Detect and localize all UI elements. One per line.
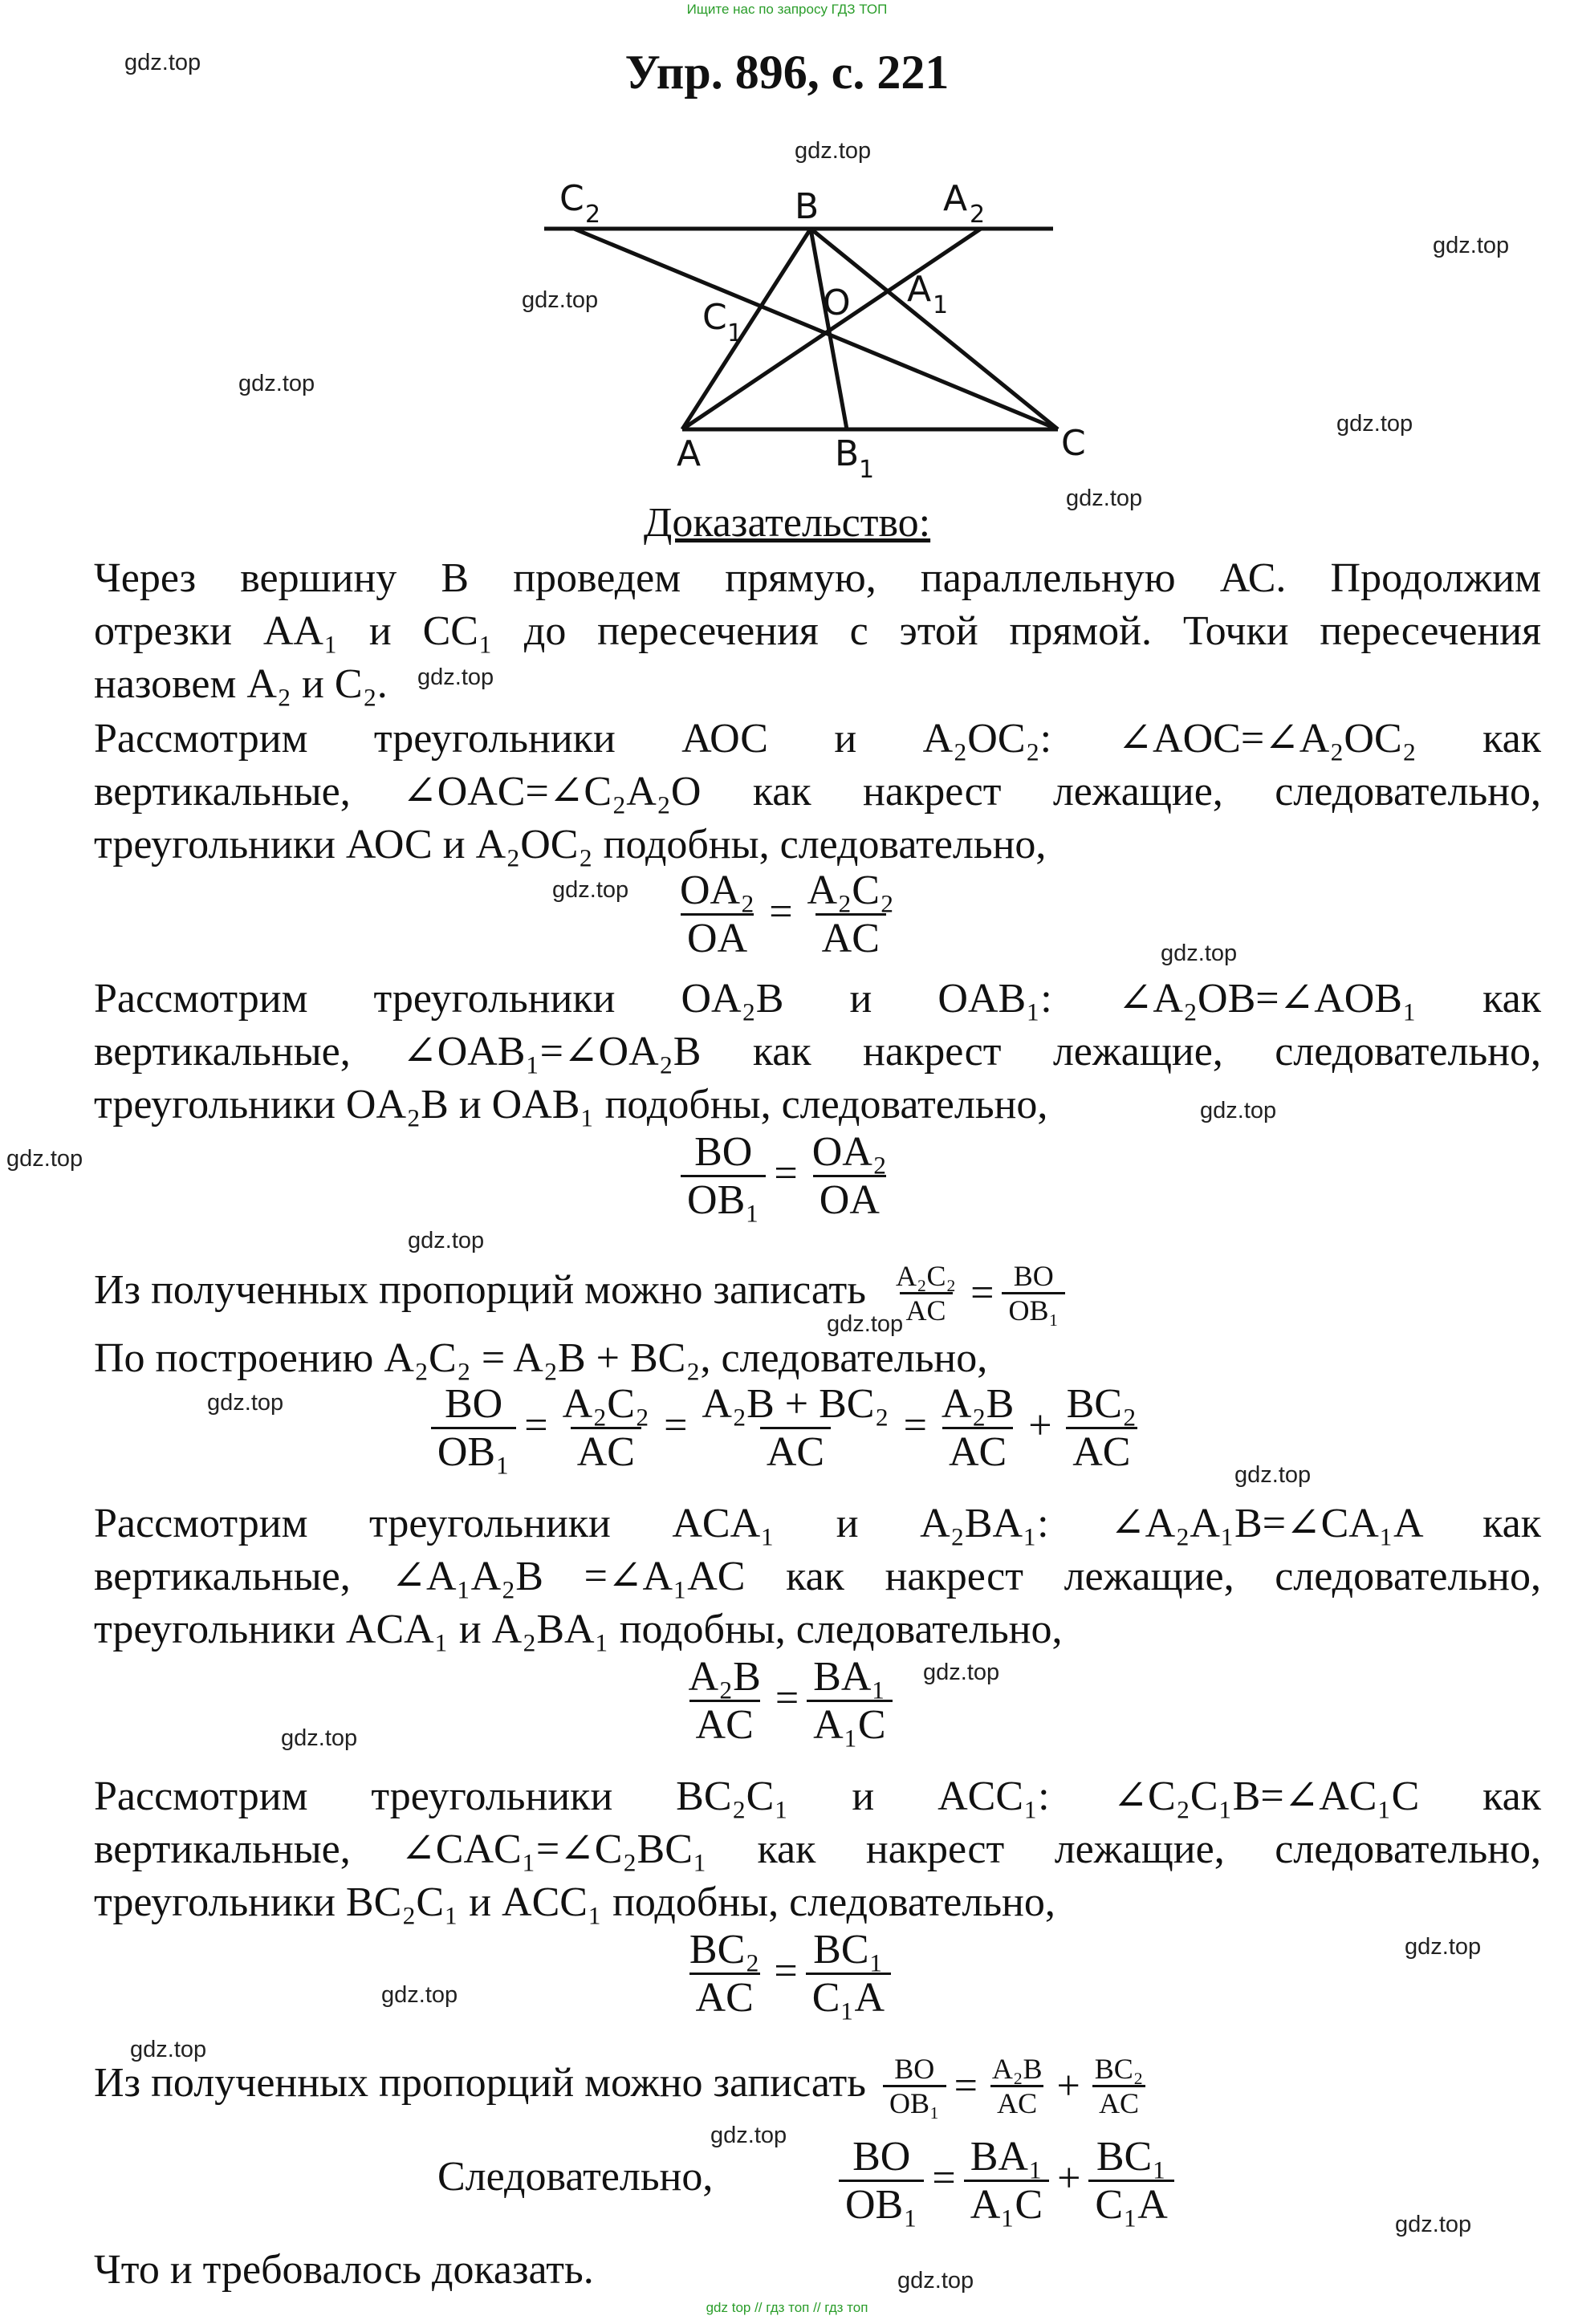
equation-8 [839, 2135, 1174, 2229]
text-line: По построению A₂C₂ = A₂B + BC₂, следовательно, [94, 1335, 988, 1381]
text-line: вертикальные, ∠OAC=∠C₂A₂O как накрест лежащие, следовательно, [94, 769, 1541, 815]
text-line [94, 2051, 1541, 2119]
watermark: gdz.top [408, 1228, 485, 1253]
denominator: AC [689, 1973, 760, 2021]
label-a2: A [943, 178, 968, 219]
denominator: AC [942, 1427, 1013, 1476]
denominator: OA [681, 913, 754, 962]
watermark: gdz.top [552, 877, 629, 903]
operator: = [903, 1402, 927, 1448]
operator: = [524, 1402, 548, 1448]
numerator: A₂B [941, 1381, 1015, 1427]
numerator: BO [1013, 1259, 1054, 1292]
denominator: C₁A [806, 1973, 891, 2021]
denominator: AC [1092, 2085, 1145, 2119]
label-c2: C [559, 178, 584, 219]
watermark: gdz.top [381, 1982, 458, 2008]
numerator: BC₂ [1094, 2052, 1144, 2085]
numerator: BO [694, 1129, 753, 1175]
operator: = [954, 2063, 978, 2110]
label-a1-sub: 1 [933, 291, 949, 319]
equation-1 [0, 868, 1574, 962]
text-line: треугольники BC₂C₁ и ACC₁ подобны, следовательно, [94, 1879, 1055, 1925]
denominator: AC [571, 1427, 641, 1476]
numerator: A₂B [688, 1654, 761, 1700]
label-b1-sub: 1 [859, 456, 875, 484]
watermark: gdz.top [795, 138, 872, 164]
operator: = [774, 1150, 798, 1197]
equation-2 [0, 1130, 1574, 1224]
top-note: Ищите нас по запросу ГДЗ ТОП [686, 2, 888, 17]
label-b1: B [835, 433, 860, 474]
text-line: вертикальные, ∠OAB₁=∠OA₂B как накрест лежащие, следовательно, [94, 1029, 1541, 1075]
denominator: OA [813, 1175, 886, 1224]
numerator: BA₁ [813, 1654, 886, 1700]
watermark: gdz.top [710, 2123, 787, 2148]
numerator: A₂C₂ [807, 867, 895, 913]
text-line: Рассмотрим треугольники АОС и A₂OC₂: ∠AOC=∠A₂OC₂ как [94, 716, 1541, 762]
denominator: OB₁ [839, 2180, 924, 2229]
denominator: C₁A [1088, 2180, 1173, 2229]
watermark: gdz.top [1433, 233, 1510, 258]
watermark: gdz.top [1200, 1098, 1277, 1123]
text-line: треугольники OA₂B и OAB₁ подобны, следовательно, [94, 1082, 1048, 1127]
denominator: AC [760, 1427, 831, 1476]
label-c1-sub: 1 [727, 319, 743, 347]
text-line: Рассмотрим треугольники OA₂B и OAB₁: ∠A₂OB=∠AOB₁ как [94, 976, 1541, 1022]
numerator: BC₂ [689, 1927, 760, 1973]
numerator: OA₂ [679, 867, 755, 913]
text-line [94, 1258, 1541, 1327]
label-o: O [823, 282, 851, 323]
label-a1: A [907, 269, 932, 310]
watermark: gdz.top [238, 371, 315, 396]
label-c: C [1061, 423, 1086, 464]
operator: = [970, 1270, 994, 1317]
text-line: назовем A₂ и C₂. [94, 661, 388, 707]
watermark: gdz.top [1234, 1462, 1312, 1488]
denominator: AC [689, 1700, 760, 1749]
equation-6 [0, 1928, 1574, 2021]
denominator: OB₁ [431, 1427, 516, 1476]
numerator: A₂C₂ [562, 1381, 650, 1427]
watermark: gdz.top [1405, 1934, 1482, 1960]
watermark: gdz.top [207, 1390, 284, 1416]
operator: + [1057, 2155, 1081, 2201]
operator: = [769, 888, 793, 935]
operator: = [774, 1948, 798, 1994]
triangle-figure [0, 0, 1574, 514]
denominator: OB₁ [1002, 1292, 1065, 1327]
numerator: A₂C₂ [896, 1259, 957, 1292]
segment-ab [682, 229, 811, 429]
watermark: gdz.top [6, 1146, 83, 1172]
numerator: BO [894, 2052, 935, 2085]
watermark: gdz.top [417, 664, 494, 690]
operator: + [1056, 2063, 1080, 2110]
operator: = [775, 1675, 799, 1721]
numerator: BA₁ [970, 2134, 1043, 2180]
text-line: Через вершину В проведем прямую, параллельную АС. Продолжим [94, 555, 1541, 601]
text-segment: Из полученных пропорций можно записать [94, 2060, 866, 2106]
denominator: A₁C [807, 1700, 892, 1749]
label-c2-sub: 2 [585, 201, 601, 229]
numerator: OA₂ [811, 1129, 887, 1175]
watermark: gdz.top [827, 1311, 904, 1337]
proof-heading: Доказательство: [643, 500, 931, 546]
denominator: OB₁ [681, 1175, 766, 1224]
text-line: Следовательно, [437, 2154, 714, 2200]
text-line: вертикальные, ∠CAC₁=∠C₂BC₁ как накрест лежащие, следовательно, [94, 1826, 1541, 1872]
watermark: gdz.top [130, 2037, 207, 2062]
text-line: Что и требовалось доказать. [94, 2247, 594, 2293]
numerator: BC₁ [1096, 2134, 1167, 2180]
denominator: AC [990, 2085, 1043, 2119]
figure-lines [544, 229, 1058, 429]
label-a2-sub: 2 [970, 201, 986, 229]
numerator: BO [852, 2134, 911, 2180]
watermark: gdz.top [897, 2268, 974, 2294]
denominator: AC [815, 913, 886, 962]
text-line: Рассмотрим треугольники ACA₁ и A₂BA₁: ∠A₂A₁B=∠CA₁A как [94, 1501, 1541, 1546]
text-line: треугольники ACA₁ и A₂BA₁ подобны, следовательно, [94, 1607, 1063, 1652]
text-line: отрезки AA₁ и CC₁ до пересечения с этой прямой. Точки пересечения [94, 608, 1541, 654]
numerator: A₂B [991, 2052, 1043, 2085]
numerator: BC₁ [813, 1927, 884, 1973]
text-line: Рассмотрим треугольники BC₂C₁ и ACC₁: ∠C₂C₁B=∠AC₁C как [94, 1773, 1541, 1819]
text-line: треугольники АОС и A₂OC₂ подобны, следовательно, [94, 822, 1047, 867]
bottom-note: gdz top // гдз топ // гдз топ [706, 2300, 868, 2315]
watermark: gdz.top [1161, 941, 1238, 966]
denominator: AC [900, 1292, 953, 1327]
denominator: AC [1066, 1427, 1137, 1476]
watermark: gdz.top [124, 50, 201, 75]
denominator: A₁C [964, 2180, 1049, 2229]
operator: = [932, 2155, 956, 2201]
label-a: A [677, 433, 702, 474]
label-b: B [795, 186, 820, 227]
operator: + [1028, 1402, 1052, 1448]
page-title: Упр. 896, с. 221 [624, 46, 950, 99]
watermark: gdz.top [1066, 486, 1143, 511]
watermark: gdz.top [1336, 411, 1413, 437]
text-line: вертикальные, ∠A₁A₂B =∠A₁AC как накрест лежащие, следовательно, [94, 1554, 1541, 1599]
label-c1: C [702, 297, 727, 338]
numerator: A₂B + BC₂ [702, 1381, 889, 1427]
numerator: BC₂ [1066, 1381, 1137, 1427]
numerator: BO [444, 1381, 503, 1427]
watermark: gdz.top [923, 1660, 1000, 1685]
watermark: gdz.top [1395, 2212, 1472, 2237]
operator: = [664, 1402, 688, 1448]
watermark: gdz.top [522, 287, 599, 313]
watermark: gdz.top [281, 1725, 358, 1751]
text-segment: Из полученных пропорций можно записать [94, 1267, 866, 1313]
denominator: OB₁ [883, 2085, 946, 2119]
equation-5 [0, 1655, 1574, 1749]
equation-4 [0, 1382, 1574, 1476]
